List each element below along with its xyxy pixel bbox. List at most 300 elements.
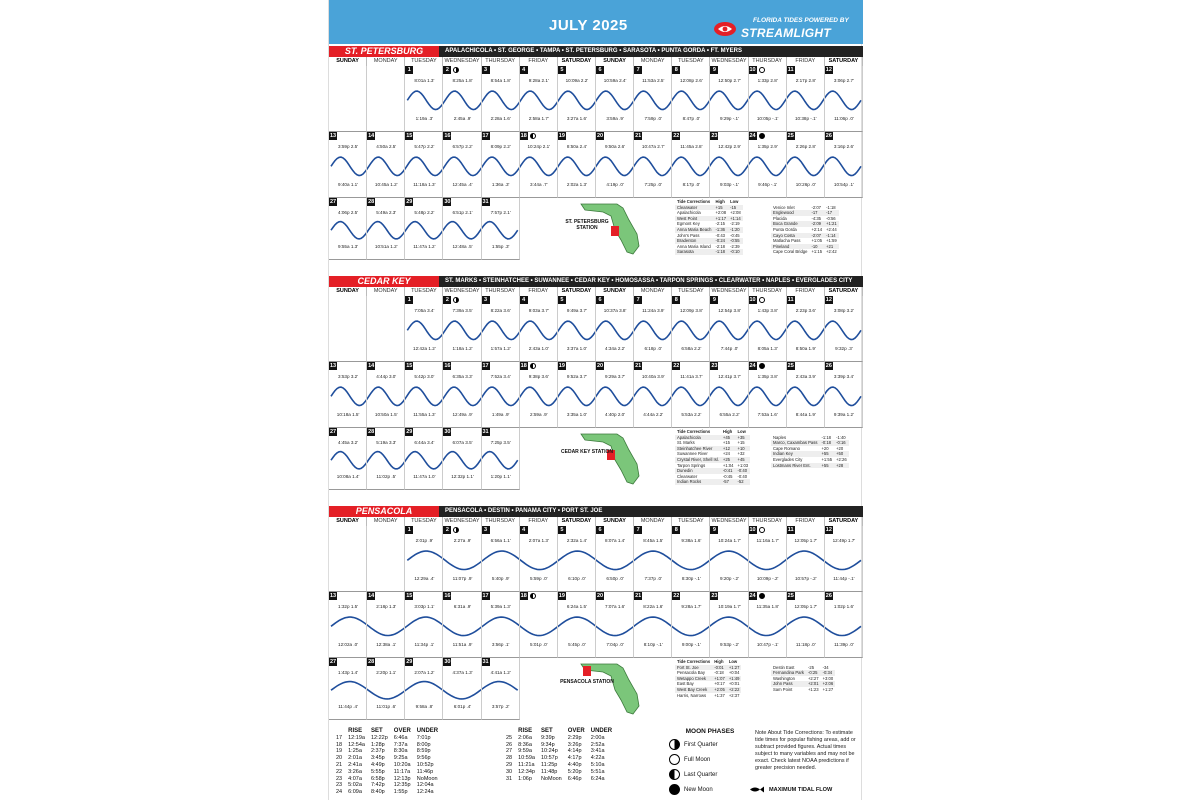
corrections-cell: Steinhatchee River	[675, 446, 721, 452]
date-number: 20	[596, 363, 604, 369]
low-tide-time: 8:10p -.1'	[643, 642, 663, 647]
weekday-header-row	[329, 57, 863, 66]
weekday-label: TUESDAY	[672, 517, 710, 526]
day-cell	[596, 592, 634, 658]
sun-moon-cell: 28	[506, 755, 513, 762]
day-cell	[405, 592, 443, 658]
sun-moon-cell: 25	[506, 734, 513, 741]
sun-moon-cell: 10:52p	[416, 761, 434, 768]
sun-moon-cell: 8:59p	[416, 748, 431, 755]
sun-moon-cell: 9:39p	[540, 734, 555, 741]
sun-moon-cell: 26	[506, 741, 513, 748]
corrections-cell: -0:45	[722, 473, 733, 479]
section-header	[329, 46, 863, 57]
sun-moon-cell: 12:04a	[416, 782, 434, 789]
day-cell	[558, 362, 596, 428]
sun-moon-cell: 7:42p	[370, 782, 385, 789]
low-tide-time: 1:49a .9'	[491, 412, 510, 417]
high-tide-time: 3:08p 3.2'	[833, 308, 854, 313]
corrections-cell: -4:35	[811, 215, 821, 221]
corrections-cell: -1:20	[728, 227, 743, 233]
corrections-cell: Clearwater	[677, 473, 698, 479]
high-tide-time: 12:54p 3.8'	[718, 308, 741, 313]
corrections-cell: +10	[736, 446, 751, 452]
low-tide-time: 6:01p .4'	[453, 704, 472, 709]
weekday-label: MONDAY	[367, 517, 405, 526]
high-tide-time: 8:22a 3.6'	[490, 308, 511, 313]
high-tide-time: 5:39a 1.3'	[490, 604, 511, 609]
corrections-cell: Tarpon Springs	[677, 462, 706, 468]
low-tide-time: 2:28a 1.6'	[490, 116, 511, 121]
corrections-cell: Marco, Caxambas Pass	[773, 440, 818, 446]
sun-moon-cell: 12:54a	[348, 741, 365, 748]
sun-moon-cell: 6:09a	[348, 789, 362, 796]
sun-moon-cell: 6:58p	[370, 775, 385, 782]
low-tide-time: 2:58a 1.7'	[528, 116, 549, 121]
day-cell	[443, 66, 481, 132]
corrections-cell: +2:08	[715, 210, 727, 216]
corrections-cell: -1:14	[824, 233, 839, 239]
sun-moon-cell: 29	[506, 761, 513, 768]
weekday-label: FRIDAY	[787, 57, 825, 66]
low-tide-time: 11:44p -.1'	[833, 576, 855, 581]
high-tide-time: 9:03a 3.7'	[528, 308, 549, 313]
day-cell	[405, 198, 443, 260]
date-number: 29	[406, 199, 413, 205]
day-cell	[558, 296, 596, 362]
high-tide-time: 1:33p 2.8'	[757, 78, 778, 83]
corrections-cell: +2:26	[836, 456, 847, 462]
corrections-cell: +2:42	[826, 249, 837, 255]
low-tide-time: 4:44a 2.2'	[643, 412, 664, 417]
corrections-cell: -17	[809, 210, 824, 216]
corrections-cell: Tide Corrections	[677, 199, 711, 204]
new-moon-icon	[759, 133, 765, 139]
date-number: 17	[482, 593, 489, 599]
high-tide-time: 10:09a 2.2'	[565, 78, 589, 83]
corrections-cell: +1:15	[811, 249, 823, 255]
corrections-cell: Low	[728, 659, 738, 664]
sun-moon-row	[333, 748, 441, 755]
day-cell	[596, 132, 634, 198]
day-cell	[329, 362, 367, 428]
corrections-row	[675, 249, 743, 255]
corrections-cell: +1:27	[822, 686, 834, 692]
high-tide-time: 8:25a 1.8'	[452, 78, 473, 83]
sun-moon-cell: 8:36a	[518, 741, 532, 748]
date-number: 19	[558, 363, 565, 369]
sun-moon-row	[503, 748, 615, 755]
date-number: 12	[825, 67, 832, 73]
weekday-label: WEDNESDAY	[710, 57, 748, 66]
sun-moon-cell: 22	[336, 768, 343, 775]
day-cell	[482, 132, 520, 198]
high-tide-time: 2:07a 1.2'	[414, 670, 435, 675]
day-cell	[520, 526, 558, 592]
tide-corrections-note: Note About Tide Corrections: To estimate tide times for popular fishing areas, add or subtract provided figures. Actual times subject to many variables and may not be exact. Check latest NOAA predictions if greater precision needed.	[755, 730, 856, 771]
date-number: 18	[520, 363, 527, 369]
day-cell	[710, 526, 748, 592]
date-number: 3	[482, 526, 490, 534]
day-cell	[825, 66, 863, 132]
sun-moon-cell: 3:26a	[348, 768, 362, 775]
high-tide-time: 6:31a .9'	[453, 604, 472, 609]
low-tide-time: 1:20p 1.1'	[490, 474, 511, 479]
low-tide-time: 8:17p .0'	[682, 182, 701, 187]
first-moon-icon	[453, 527, 459, 533]
corrections-cell: Fort St. Joe	[675, 665, 712, 671]
day-cell	[710, 362, 748, 428]
weekday-label: MONDAY	[367, 57, 405, 66]
date-number: 1	[405, 296, 413, 304]
weekday-label: FRIDAY	[520, 517, 558, 526]
date-number: 15	[406, 363, 413, 369]
florida-map-icon	[577, 660, 647, 718]
sun-moon-cell: 11:17a	[393, 768, 411, 775]
high-tide-time: 1:32p 1.5'	[338, 604, 359, 609]
corrections-cell: +55	[819, 463, 834, 469]
high-tide-time: 9:52a 3.7'	[566, 374, 587, 379]
corrections-cell: +1:49	[728, 675, 740, 681]
new-moon-icon	[759, 593, 765, 599]
low-tide-time: 12:29a .4'	[414, 576, 435, 581]
sun-moon-row	[333, 735, 441, 742]
corrections-cell: -1:40	[836, 434, 846, 440]
month-title: JULY 2025	[549, 17, 628, 34]
low-tide-time: 3:44a .7'	[530, 182, 548, 187]
corrections-cell: -0:25	[806, 670, 821, 676]
corrections-cell: +1:05	[811, 238, 823, 244]
sun-moon-cell: 1:06p	[518, 775, 532, 782]
corrections-cell: Boca Grande	[771, 221, 809, 227]
weekday-label: SUNDAY	[596, 517, 634, 526]
corrections-cell: +1:55	[821, 456, 833, 462]
weekday-label: WEDNESDAY	[710, 287, 748, 296]
sun-moon-cell: 7:37a	[393, 741, 408, 748]
date-number: 28	[368, 659, 375, 665]
sun-moon-cell: 10:24p	[540, 748, 558, 755]
high-tide-time: 4:41a 1.2'	[490, 670, 511, 675]
corrections-cell: +1:17	[715, 215, 727, 221]
high-tide-time: 2:32a 1.4'	[566, 538, 587, 543]
tide-corrections-table-right	[771, 665, 835, 693]
day-cell	[634, 362, 672, 428]
corrections-cell: -2:07	[811, 204, 821, 210]
low-tide-time: 10:09p -.2'	[756, 576, 779, 581]
day-cell	[672, 362, 710, 428]
date-number: 30	[444, 429, 451, 435]
high-tide-time: 9:28a 2.1'	[528, 78, 549, 83]
day-cell	[482, 296, 520, 362]
powered-by-label: FLORIDA TIDES POWERED BY	[753, 17, 849, 24]
sun-moon-row	[333, 755, 441, 762]
corrections-cell: -0:55	[728, 238, 743, 244]
day-cell	[329, 658, 367, 720]
date-number: 15	[406, 133, 413, 139]
date-number: 28	[368, 429, 375, 435]
corrections-cell: High	[714, 659, 724, 664]
date-number: 26	[825, 363, 832, 369]
date-number: 8	[672, 526, 680, 534]
day-cell	[482, 362, 520, 428]
sun-moon-cell: 8:00p	[416, 741, 431, 748]
high-tide-time: 10:19a 1.7'	[718, 604, 741, 609]
station-towns: APALACHICOLA • ST. GEORGE • TAMPA • ST. PETERSBURG • SARASOTA • PUNTA GORDA • FT. MYERS	[445, 48, 742, 54]
day-cell	[482, 592, 520, 658]
corrections-cell: -15	[728, 205, 743, 211]
corrections-cell: +50	[834, 451, 849, 457]
fish-icon	[749, 786, 765, 793]
day-cell	[710, 66, 748, 132]
low-tide-time: 11:06p .0'	[834, 116, 854, 121]
day-cell	[672, 526, 710, 592]
corrections-cell: +0:01	[728, 681, 740, 687]
high-tide-time: 8:07a 1.4'	[605, 538, 626, 543]
low-tide-time: 9:29p -.1'	[719, 116, 739, 121]
date-number: 23	[711, 133, 718, 139]
date-number: 31	[482, 429, 489, 435]
high-tide-time: 1:43p 1.4'	[338, 670, 359, 675]
corrections-cell: -0:45	[730, 232, 740, 238]
corrections-cell: West Bay Creek	[675, 687, 712, 693]
high-tide-time: 9:28a 1.7'	[681, 604, 702, 609]
day-cell	[405, 296, 443, 362]
date-number: 22	[673, 593, 680, 599]
high-tide-time: 12:41p 3.7'	[718, 374, 741, 379]
corrections-cell: Indian Rocks	[675, 479, 721, 485]
corrections-cell: +2:05	[714, 686, 725, 692]
corrections-cell: -2:09	[809, 221, 824, 227]
day-cell	[749, 362, 787, 428]
date-number: 11	[787, 297, 794, 303]
corrections-cell: Dunedin	[675, 468, 721, 474]
low-tide-time: 10:08a 1.4'	[336, 474, 360, 479]
weekday-label: THURSDAY	[482, 57, 520, 66]
corrections-cell: Anna Maria Beach	[677, 226, 712, 232]
corrections-cell: +21	[824, 244, 839, 250]
corrections-cell: Suwannee River	[677, 451, 708, 457]
day-cell	[596, 362, 634, 428]
day-cell	[405, 132, 443, 198]
high-tide-time: 12:42p 2.9'	[718, 144, 741, 149]
day-cell	[710, 296, 748, 362]
day-cell	[710, 132, 748, 198]
sun-moon-cell: 5:55p	[370, 768, 385, 775]
corrections-cell: -0:56	[826, 215, 836, 221]
full-moon-icon	[669, 754, 680, 765]
high-tide-time: 9:38a 1.6'	[681, 538, 702, 543]
corrections-cell: -25	[807, 664, 815, 670]
weekday-label: TUESDAY	[672, 287, 710, 296]
sun-moon-cell: 4:40p	[567, 761, 582, 768]
weekday-label: TUESDAY	[405, 517, 443, 526]
sun-moon-table-right	[503, 728, 615, 782]
corrections-cell: +1:03	[737, 462, 749, 468]
day-cell	[825, 296, 863, 362]
corrections-cell: +1:14	[730, 215, 741, 221]
low-tide-time: 9:20p -.2'	[719, 576, 739, 581]
sun-moon-header	[503, 728, 515, 735]
corrections-cell: Matlacha Pass	[773, 238, 801, 244]
sun-moon-cell: 6:46a	[393, 734, 408, 741]
date-number: 30	[444, 659, 451, 665]
low-tide-time: 3:57p .2'	[491, 704, 510, 709]
corrections-cell: +20	[821, 445, 829, 451]
corrections-cell: -0:43	[715, 232, 725, 238]
day-cell	[367, 132, 405, 198]
day-cell	[443, 362, 481, 428]
day-cell	[825, 362, 863, 428]
date-number: 27	[329, 659, 337, 665]
sun-moon-cell: 9:34p	[540, 741, 555, 748]
high-tide-time: 2:07a 1.3'	[528, 538, 549, 543]
high-tide-time: 5:48p 2.2'	[414, 210, 435, 215]
sun-moon-cell: 17	[336, 734, 343, 741]
corrections-cell: +15	[737, 440, 745, 446]
corrections-cell: +2:37	[728, 692, 740, 698]
sun-moon-row	[503, 742, 615, 749]
corrections-cell: -2:15	[715, 221, 725, 227]
day-cell	[672, 66, 710, 132]
brand-name: STREAMLIGHT	[741, 26, 831, 40]
low-tide-time: 11:39p .0'	[834, 642, 854, 647]
day-cell	[596, 66, 634, 132]
low-tide-time: 9:00p -.1'	[681, 642, 701, 647]
weekday-label: WEDNESDAY	[443, 57, 481, 66]
high-tide-time: 4:37a 1.3'	[452, 670, 473, 675]
corrections-cell: +1:07	[714, 675, 725, 681]
day-cell	[749, 526, 787, 592]
high-tide-time: 10:37a 3.8'	[603, 308, 627, 313]
station-name: ST. PETERSBURG	[329, 46, 439, 57]
tide-corrections-table	[675, 659, 741, 698]
high-tide-time: 8:50a 2.4'	[566, 144, 587, 149]
date-number: 25	[787, 363, 794, 369]
date-number: 18	[520, 593, 527, 599]
first-moon-icon	[453, 297, 459, 303]
corrections-cell: +20	[836, 445, 844, 451]
sun-moon-cell: 9:56p	[416, 755, 431, 762]
date-number: 14	[368, 363, 375, 369]
low-tide-time: 11:47a 1.0'	[413, 474, 436, 479]
high-tide-time: 3:06p 2.7'	[833, 78, 854, 83]
date-number: 17	[482, 363, 489, 369]
corrections-cell: Fernandina Park	[773, 670, 804, 676]
date-number: 16	[444, 363, 451, 369]
corrections-cell: +28	[834, 463, 849, 469]
moon-phases-title: MOON PHASES	[685, 728, 735, 735]
low-tide-time: 11:44p .4'	[338, 704, 358, 709]
corrections-cell: Clearwater	[675, 205, 713, 211]
low-tide-time: 10:57p -.2'	[794, 576, 817, 581]
weekday-label: WEDNESDAY	[443, 287, 481, 296]
corrections-cell: +35	[736, 435, 751, 441]
sun-moon-row	[333, 742, 441, 749]
sun-moon-cell: 10:57p	[540, 755, 558, 762]
corrections-cell: Sam Point	[773, 686, 793, 692]
day-cell	[672, 296, 710, 362]
corrections-cell: -52	[736, 479, 751, 485]
low-tide-time: 6:58a 2.2'	[681, 346, 702, 351]
day-cell	[825, 526, 863, 592]
sun-moon-cell: 23	[336, 775, 343, 782]
day-cell	[634, 296, 672, 362]
tide-corrections-table-right	[771, 205, 839, 255]
date-number: 4	[520, 66, 528, 74]
corrections-cell: +2:44	[826, 226, 837, 232]
low-tide-time: 5:45p .0'	[568, 642, 586, 647]
corrections-cell: -0:18	[819, 440, 834, 446]
low-tide-time: 6:50p .0'	[606, 576, 624, 581]
corrections-cell: -57	[721, 479, 736, 485]
low-tide-time: 10:47p -.1'	[756, 642, 779, 647]
high-tide-time: 9:50a 2.6'	[605, 144, 626, 149]
corrections-cell: West Point	[675, 216, 713, 222]
sun-moon-cell: 12:24a	[416, 789, 434, 796]
weekday-label: SATURDAY	[558, 57, 596, 66]
tide-corrections-table-right	[771, 435, 849, 469]
high-tide-time: 5:19a 3.3'	[376, 440, 397, 445]
sun-moon-cell: 1:55p	[393, 789, 408, 796]
sun-moon-cell: 3:45p	[370, 755, 385, 762]
sun-moon-header: UNDER	[416, 728, 439, 734]
high-tide-time: 1:35p 2.9'	[757, 144, 778, 149]
sun-moon-cell: 31	[506, 775, 513, 782]
high-tide-time: 2:01p .9'	[415, 538, 434, 543]
low-tide-time: 9:32p .3'	[835, 346, 853, 351]
corrections-cell: Lostmans River Ent.	[771, 463, 819, 469]
low-tide-time: 3:27a 1.6'	[566, 116, 587, 121]
date-number: 29	[406, 429, 413, 435]
sun-moon-cell: 1:25a	[348, 748, 362, 755]
sun-moon-row	[333, 776, 441, 783]
station-label: PENSACOLA STATION	[560, 679, 614, 685]
date-number: 9	[710, 526, 718, 534]
day-cell	[787, 592, 825, 658]
date-number: 24	[749, 593, 756, 599]
low-tide-time: 1:57a 1.2'	[490, 346, 511, 351]
low-tide-time: 8:47p .0'	[682, 116, 701, 121]
low-tide-time: 10:45a 1.2'	[374, 182, 398, 187]
day-cell	[405, 66, 443, 132]
moon-phases-legend	[669, 728, 751, 797]
weekday-label: FRIDAY	[787, 287, 825, 296]
high-tide-time: 3:59p 2.5'	[338, 144, 359, 149]
station-label: ST. PETERSBURG STATION	[565, 219, 609, 231]
day-cell	[749, 592, 787, 658]
sun-moon-cell: 11:46p	[416, 768, 434, 775]
sun-moon-cell: 5:20p	[567, 768, 582, 775]
corrections-cell: -17	[824, 210, 839, 216]
day-cell	[672, 132, 710, 198]
high-tide-time: 3:53p 3.2'	[338, 374, 359, 379]
corrections-cell: +55	[819, 451, 834, 457]
corrections-cell: -0:41	[721, 468, 736, 474]
low-tide-time: 8:44a 1.9'	[795, 412, 816, 417]
sun-moon-header: RISE	[518, 728, 533, 734]
high-tide-time: 11:41a 3.7'	[680, 374, 703, 379]
sun-moon-cell: 9:59a	[518, 748, 532, 755]
low-tide-time: 7:04p .0'	[606, 642, 624, 647]
high-tide-time: 5:49a 2.3'	[376, 210, 397, 215]
high-tide-time: 11:35a 1.8'	[756, 604, 779, 609]
high-tide-time: 2:17p 2.8'	[795, 78, 816, 83]
sun-moon-cell: 2:52a	[590, 741, 605, 748]
corrections-cell: Cape Romano	[773, 445, 801, 451]
high-tide-time: 2:23p 3.6'	[795, 308, 816, 313]
corrections-cell: High	[722, 429, 733, 434]
corrections-cell: +45	[736, 457, 751, 463]
